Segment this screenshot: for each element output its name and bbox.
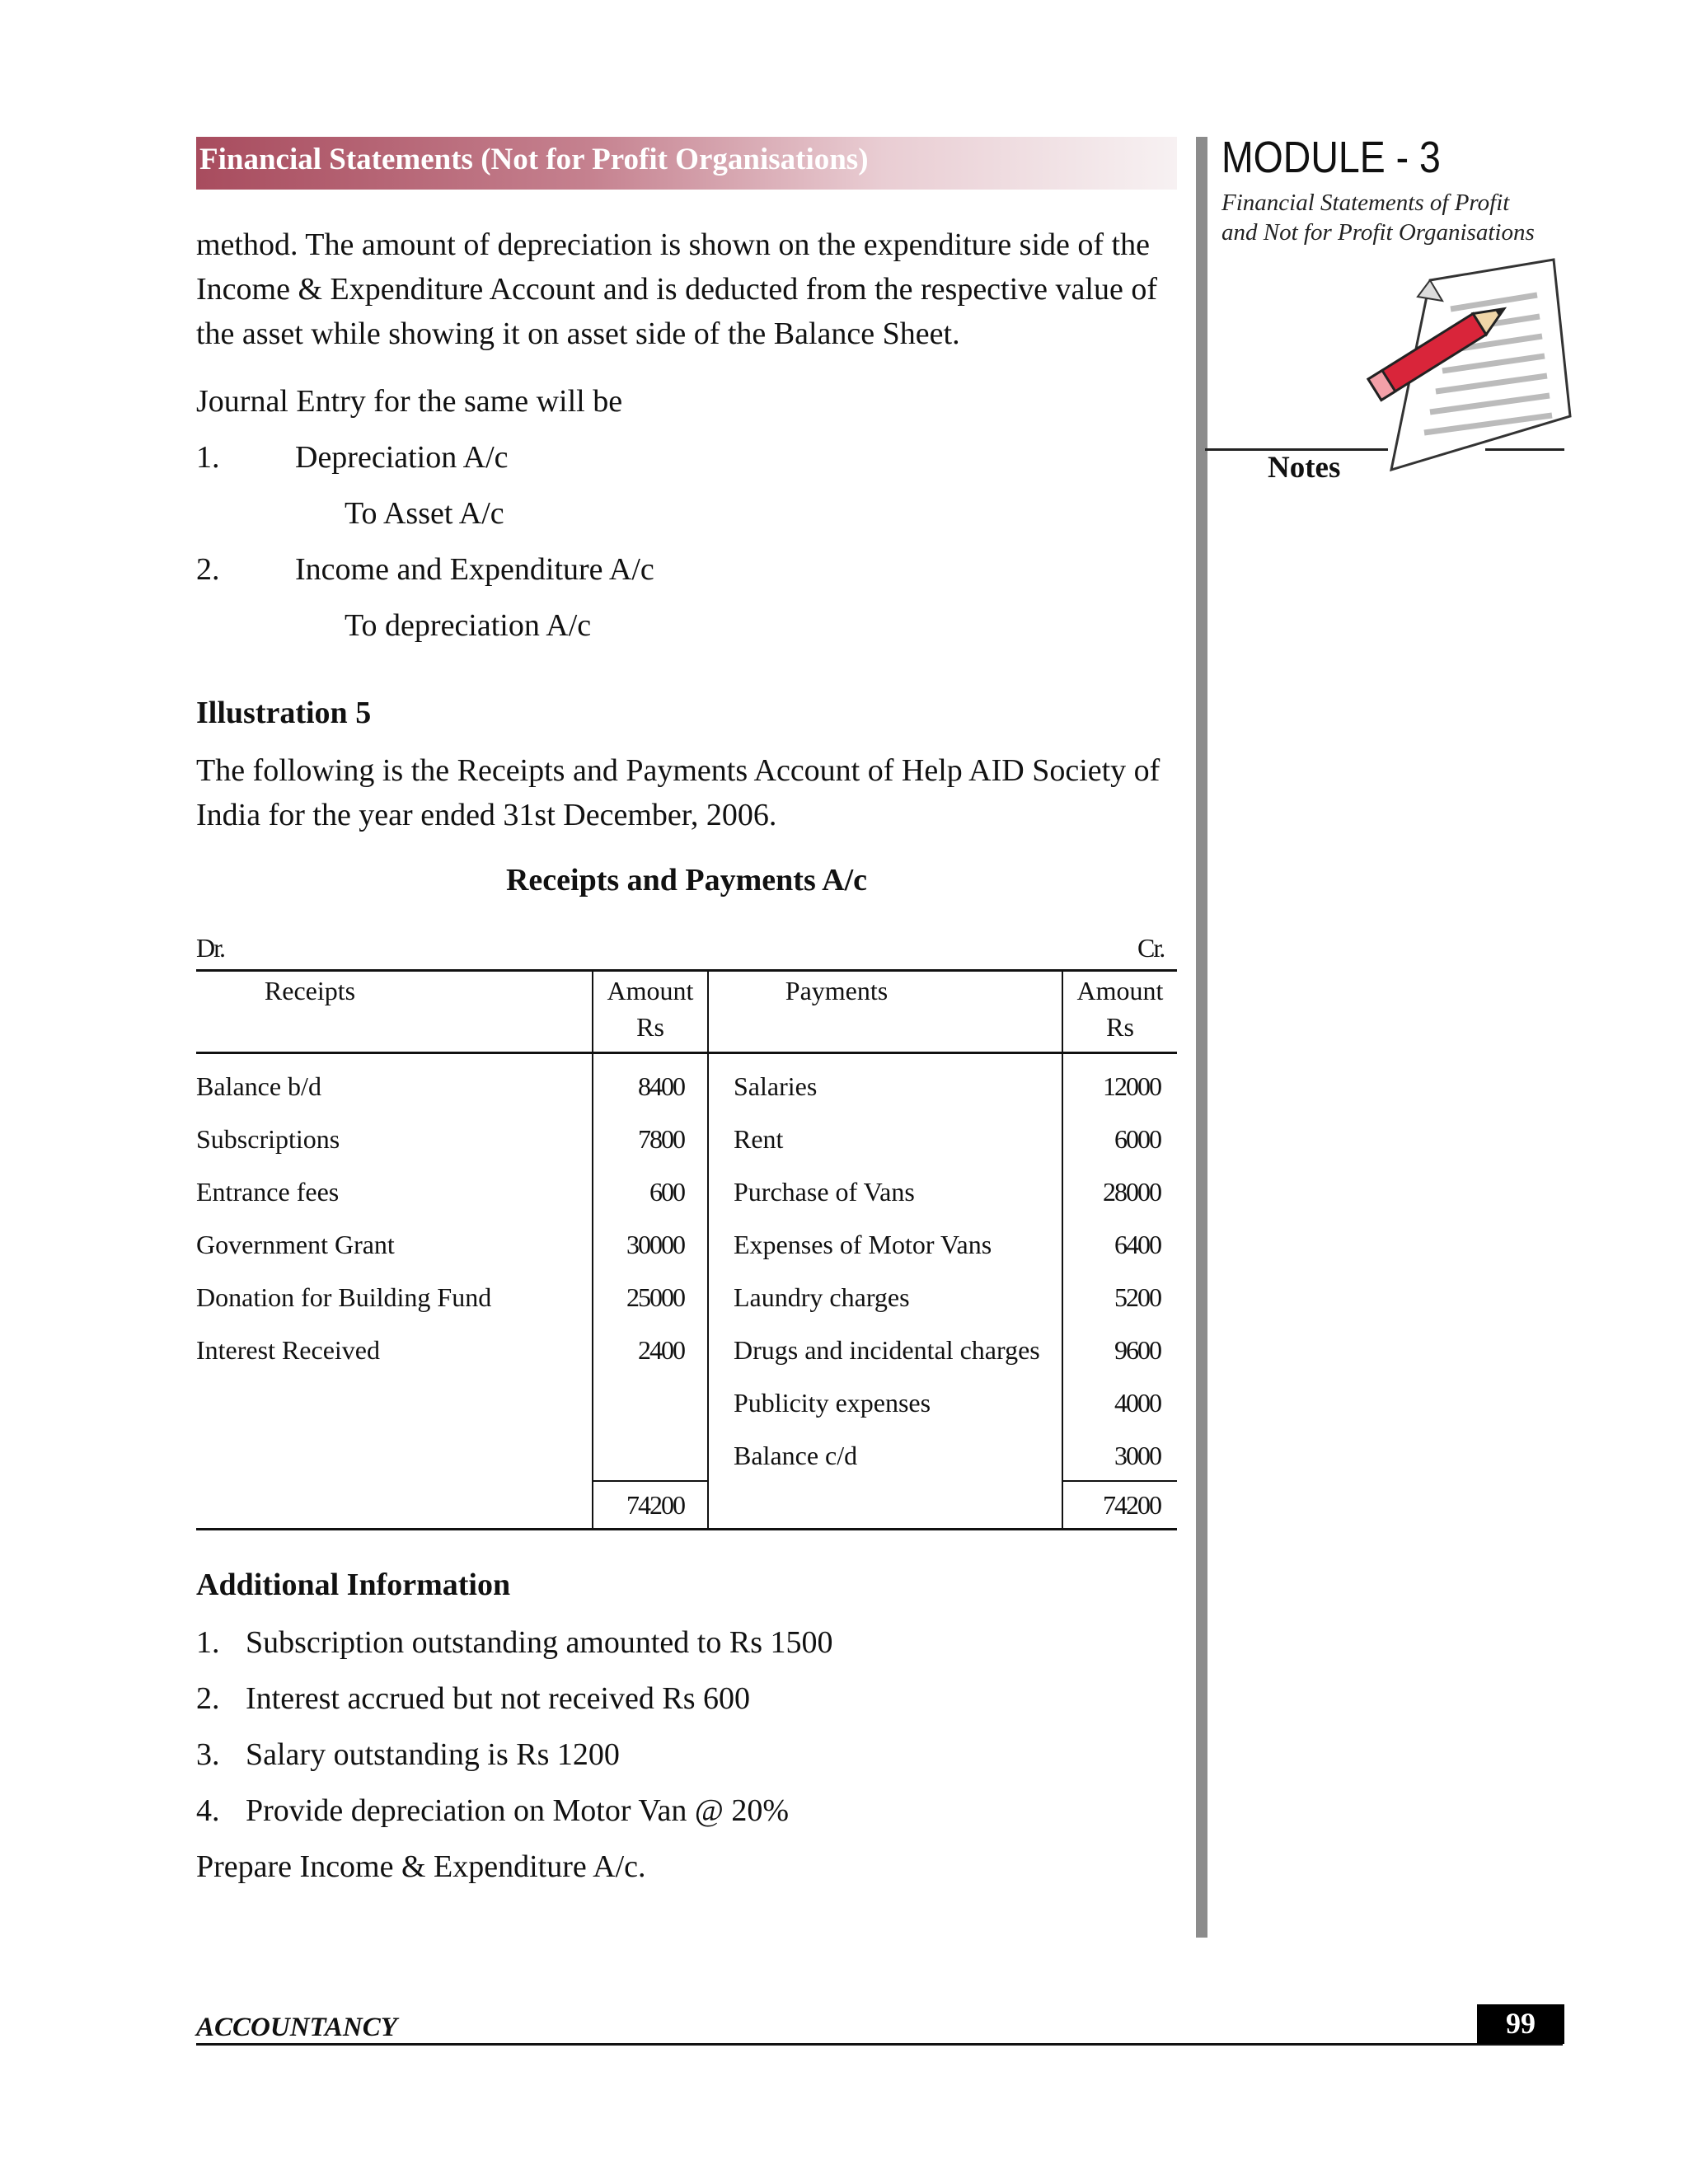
paragraph-line: method. The amount of depreciation is shown on the expenditure side of the [196, 227, 1150, 262]
notes-rule-right [1485, 448, 1564, 451]
total-rule [1062, 1480, 1177, 1482]
chapter-header [196, 137, 1177, 190]
receipt-label: Government Grant [196, 1230, 395, 1259]
module-subtitle: Financial Statements of Profit and Not for Profit Organisations [1221, 190, 1535, 246]
payment-amount: 28000 [1103, 1177, 1160, 1207]
journal-entry-debit: Income and Expenditure A/c [295, 552, 654, 587]
illustration-heading: Illustration 5 [196, 696, 372, 730]
receipts-total: 74200 [626, 1490, 684, 1520]
receipt-amount: 25000 [626, 1282, 684, 1312]
payment-label: Expenses of Motor Vans [734, 1230, 992, 1259]
receipt-amount: 8400 [638, 1071, 684, 1101]
dr-label: Dr. [196, 933, 224, 963]
paragraph-line: the asset while showing it on asset side of the Balance Sheet. [196, 316, 960, 351]
payment-amount: 5200 [1114, 1282, 1160, 1312]
journal-entry-number: 2. [196, 552, 220, 587]
footer-rule [196, 2043, 1563, 2046]
payment-label: Drugs and incidental charges [734, 1335, 1040, 1365]
payment-amount: 3000 [1114, 1441, 1160, 1470]
additional-item-text: Interest accrued but not received Rs 600 [246, 1681, 750, 1716]
additional-item-number: 2. [196, 1681, 220, 1716]
receipt-label: Subscriptions [196, 1124, 340, 1154]
receipt-label: Balance b/d [196, 1071, 321, 1101]
receipt-amount: 2400 [638, 1335, 684, 1365]
journal-entry-credit: To Asset A/c [345, 496, 504, 531]
instruction-text: Prepare Income & Expenditure A/c. [196, 1849, 646, 1884]
payment-label: Salaries [734, 1071, 818, 1101]
receipt-amount: 7800 [638, 1124, 684, 1154]
additional-info-heading: Additional Information [196, 1568, 511, 1602]
payment-label: Purchase of Vans [734, 1177, 915, 1207]
footer-title: ACCOUNTANCY [196, 2013, 397, 2042]
additional-item-number: 1. [196, 1625, 220, 1660]
additional-item-text: Subscription outstanding amounted to Rs 1500 [246, 1625, 833, 1660]
payment-label: Publicity expenses [734, 1388, 931, 1418]
payment-label: Laundry charges [734, 1282, 910, 1312]
table-bottom-rule [196, 1528, 1177, 1530]
payment-amount: 4000 [1114, 1388, 1160, 1418]
cr-label: Cr. [1137, 933, 1165, 963]
page-number: 99 [1477, 2004, 1564, 2044]
receipt-label: Donation for Building Fund [196, 1282, 492, 1312]
sidebar-divider [1196, 137, 1207, 1938]
additional-item-text: Salary outstanding is Rs 1200 [246, 1737, 620, 1772]
payment-amount: 6000 [1114, 1124, 1160, 1154]
receipt-label: Interest Received [196, 1335, 380, 1365]
paragraph-line: Income & Expenditure Account and is deducted from the respective value of [196, 272, 1157, 307]
illustration-intro-line: India for the year ended 31st December, 2006. [196, 798, 777, 832]
module-title: MODULE - 3 [1221, 133, 1441, 182]
table-title: Receipts and Payments A/c [505, 863, 868, 898]
column-divider [707, 969, 709, 1530]
receipt-label: Entrance fees [196, 1177, 340, 1207]
payment-amount: 12000 [1103, 1071, 1160, 1101]
payment-amount: 9600 [1114, 1335, 1160, 1365]
total-rule [592, 1480, 709, 1482]
payments-total: 74200 [1103, 1490, 1160, 1520]
payments-header: Payments [785, 976, 889, 1005]
amount-header: Amount Rs [607, 976, 694, 1042]
chapter-title: Financial Statements (Not for Profit Organisations) [199, 143, 869, 176]
payment-label: Rent [734, 1124, 784, 1154]
notes-label: Notes [1268, 451, 1341, 485]
additional-item-text: Provide depreciation on Motor Van @ 20% [246, 1793, 790, 1828]
journal-intro: Journal Entry for the same will be [196, 384, 623, 419]
illustration-intro-line: The following is the Receipts and Payments Account of Help AID Society of [196, 753, 1160, 788]
additional-item-number: 3. [196, 1737, 220, 1772]
payment-label: Balance c/d [734, 1441, 858, 1470]
table-top-rule [196, 969, 1177, 972]
journal-entry-number: 1. [196, 440, 220, 475]
amount-header: Amount Rs [1076, 976, 1164, 1042]
receipt-amount: 30000 [626, 1230, 684, 1259]
table-header-rule [196, 1052, 1177, 1054]
receipt-amount: 600 [649, 1177, 684, 1207]
receipts-header: Receipts [264, 976, 356, 1005]
payment-amount: 6400 [1114, 1230, 1160, 1259]
journal-entry-credit: To depreciation A/c [345, 608, 592, 643]
additional-item-number: 4. [196, 1793, 220, 1828]
journal-entry-debit: Depreciation A/c [295, 440, 509, 475]
